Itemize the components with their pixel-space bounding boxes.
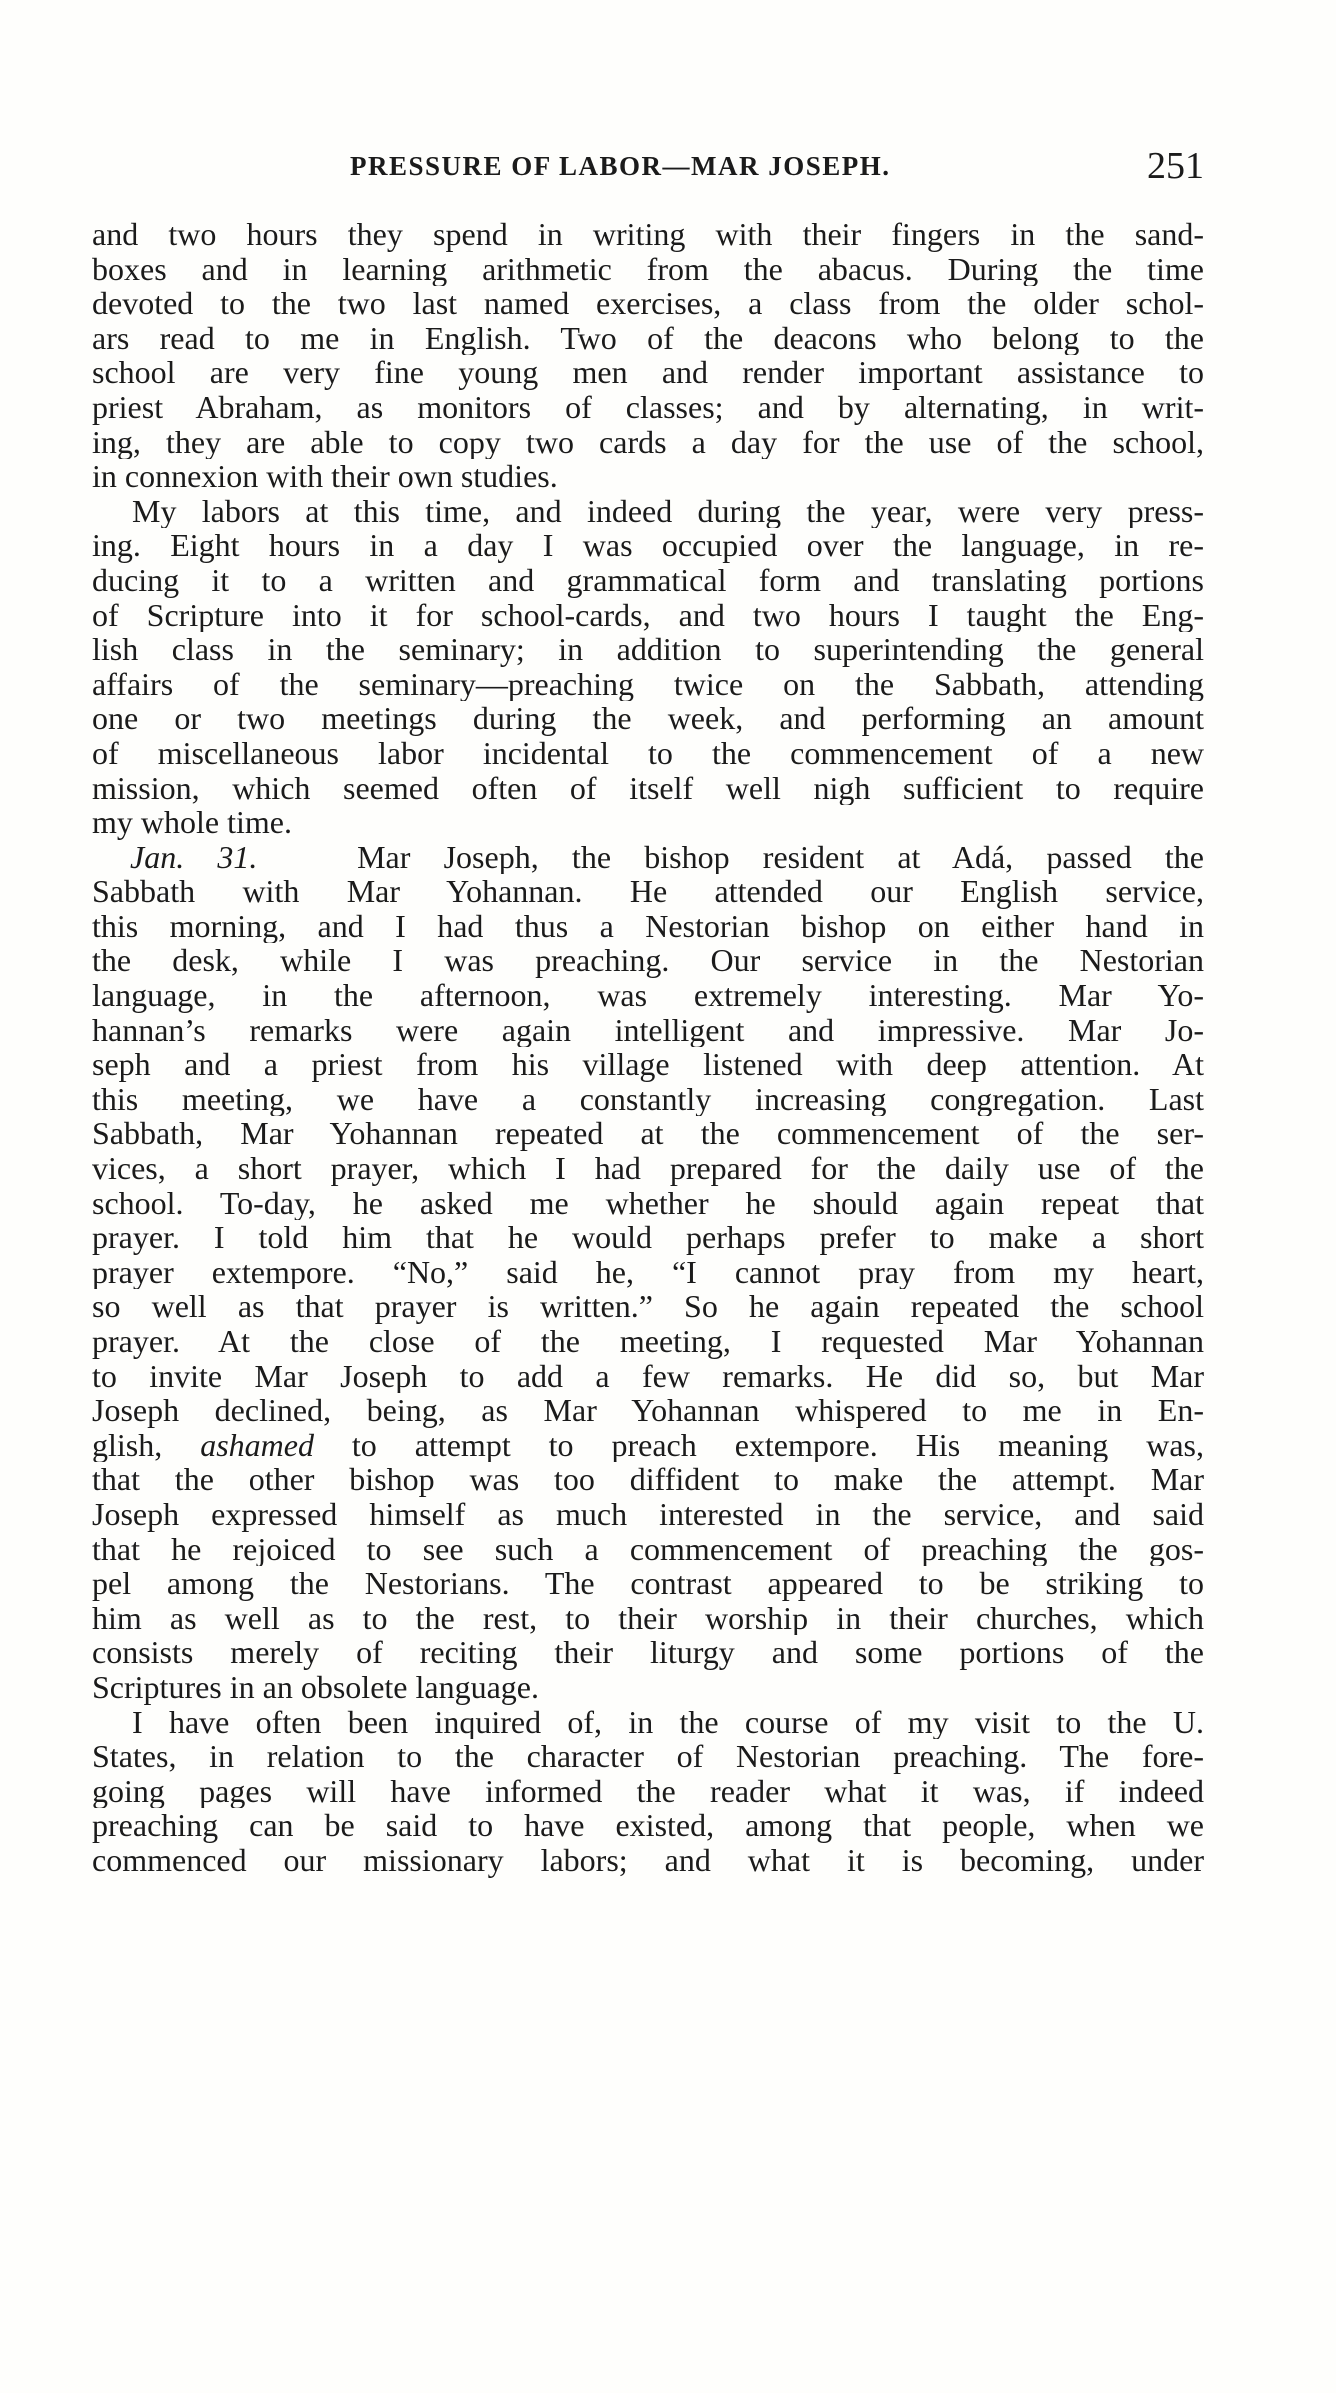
text-line: affairs of the seminary—preaching twice on the Sabbath, attending (92, 666, 1204, 702)
text-line: States, in relation to the character of Nestorian preaching. The fore- (92, 1739, 1204, 1774)
text-line: that he rejoiced to see such a commencement of preaching the gos- (92, 1531, 1204, 1567)
text-line: going pages will have informed the reader what it was, if indeed (92, 1773, 1204, 1809)
text-line: commenced our missionary labors; and what it is becoming, under (92, 1842, 1204, 1878)
text-line: hannan’s remarks were again intelligent and impressive. Mar Jo- (92, 1012, 1204, 1048)
text-line: language, in the afternoon, was extremely interesting. Mar Yo- (92, 978, 1204, 1013)
paragraph-start-line: My labors at this time, and indeed during the year, were very press- (132, 493, 1204, 529)
italic-word: ashamed (200, 1427, 314, 1463)
text-line: school. To-day, he asked me whether he should again repeat that (92, 1185, 1204, 1221)
text-line: seph and a priest from his village listened with deep attention. At (92, 1047, 1204, 1082)
body-text (92, 217, 1204, 1878)
text-line: lish class in the seminary; in addition to superintending the general (92, 632, 1204, 667)
text-line: prayer. At the close of the meeting, I requested Mar Yohannan (92, 1324, 1204, 1359)
text-line: him as well as to the rest, to their worship in their churches, which (92, 1600, 1204, 1636)
page-number: 251 (1147, 145, 1204, 187)
text-line: ducing it to a written and grammatical form and translating portions (92, 562, 1204, 598)
text-line: ars read to me in English. Two of the deacons who belong to the (92, 320, 1204, 356)
text-line: consists merely of reciting their liturgy and some portions of the (92, 1635, 1204, 1670)
text-line: prayer. I told him that he would perhaps prefer to make a short (92, 1220, 1204, 1255)
text-line: prayer extempore. “No,” said he, “I cannot pray from my heart, (92, 1254, 1204, 1290)
text-line: that the other bishop was too diffident to make the attempt. Mar (92, 1462, 1204, 1497)
text-line: pel among the Nestorians. The contrast appeared to be striking to (92, 1566, 1204, 1601)
text-line: ing. Eight hours in a day I was occupied over the language, in re- (92, 528, 1204, 563)
text-line: Joseph expressed himself as much interested in the service, and said (92, 1496, 1204, 1532)
text-line: in connexion with their own studies. (92, 459, 558, 494)
text-line: ing, they are able to copy two cards a day for the use of the school, (92, 424, 1204, 460)
text-line: boxes and in learning arithmetic from the abacus. During the time (92, 251, 1204, 287)
text-span: to attempt to preach extempore. His meaning was, (313, 1427, 1204, 1463)
text-line: and two hours they spend in writing with their fingers in the sand- (92, 217, 1204, 252)
text-line: this morning, and I had thus a Nestorian bishop on either hand in (92, 908, 1204, 944)
text-line: priest Abraham, as monitors of classes; and by alternating, in writ- (92, 389, 1204, 425)
paragraph-start-line (92, 840, 1204, 875)
text-line: the desk, while I was preaching. Our service in the Nestorian (92, 943, 1204, 979)
text-span: glish, (92, 1427, 201, 1463)
text-line: Scriptures in an obsolete language. (92, 1669, 539, 1705)
text-line: preaching can be said to have existed, among that people, when we (92, 1808, 1204, 1843)
paragraph-start-line: I have often been inquired of, in the course of my visit to the U. (132, 1704, 1204, 1740)
text-line: this meeting, we have a constantly increasing congregation. Last (92, 1081, 1204, 1117)
text-line: of miscellaneous labor incidental to the commencement of a new (92, 735, 1204, 771)
text-line: my whole time. (92, 805, 292, 840)
text-line (92, 1428, 1204, 1463)
text-line: Sabbath, Mar Yohannan repeated at the commencement of the ser- (92, 1116, 1204, 1152)
text-line: one or two meetings during the week, and performing an amount (92, 701, 1204, 736)
text-line: to invite Mar Joseph to add a few remarks. He did so, but Mar (92, 1358, 1204, 1394)
text-line: devoted to the two last named exercises, a class from the older schol- (92, 286, 1204, 321)
text-line: vices, a short prayer, which I had prepared for the daily use of the (92, 1151, 1204, 1186)
date-label: Jan. 31. (130, 839, 258, 875)
text-line: school are very fine young men and render important assistance to (92, 355, 1204, 390)
text-line: of Scripture into it for school-cards, and two hours I taught the Eng- (92, 597, 1204, 633)
text-line: Sabbath with Mar Yohannan. He attended our English service, (92, 874, 1204, 909)
running-title: PRESSURE OF LABOR—MAR JOSEPH. (350, 151, 891, 181)
text-span: Mar Joseph, the bishop resident at Adá, passed the (357, 839, 1204, 875)
running-header (92, 142, 1204, 190)
text-line: Joseph declined, being, as Mar Yohannan whispered to me in En- (92, 1393, 1204, 1428)
text-line: mission, which seemed often of itself well nigh sufficient to require (92, 770, 1204, 806)
text-line: so well as that prayer is written.” So he again repeated the school (92, 1289, 1204, 1324)
